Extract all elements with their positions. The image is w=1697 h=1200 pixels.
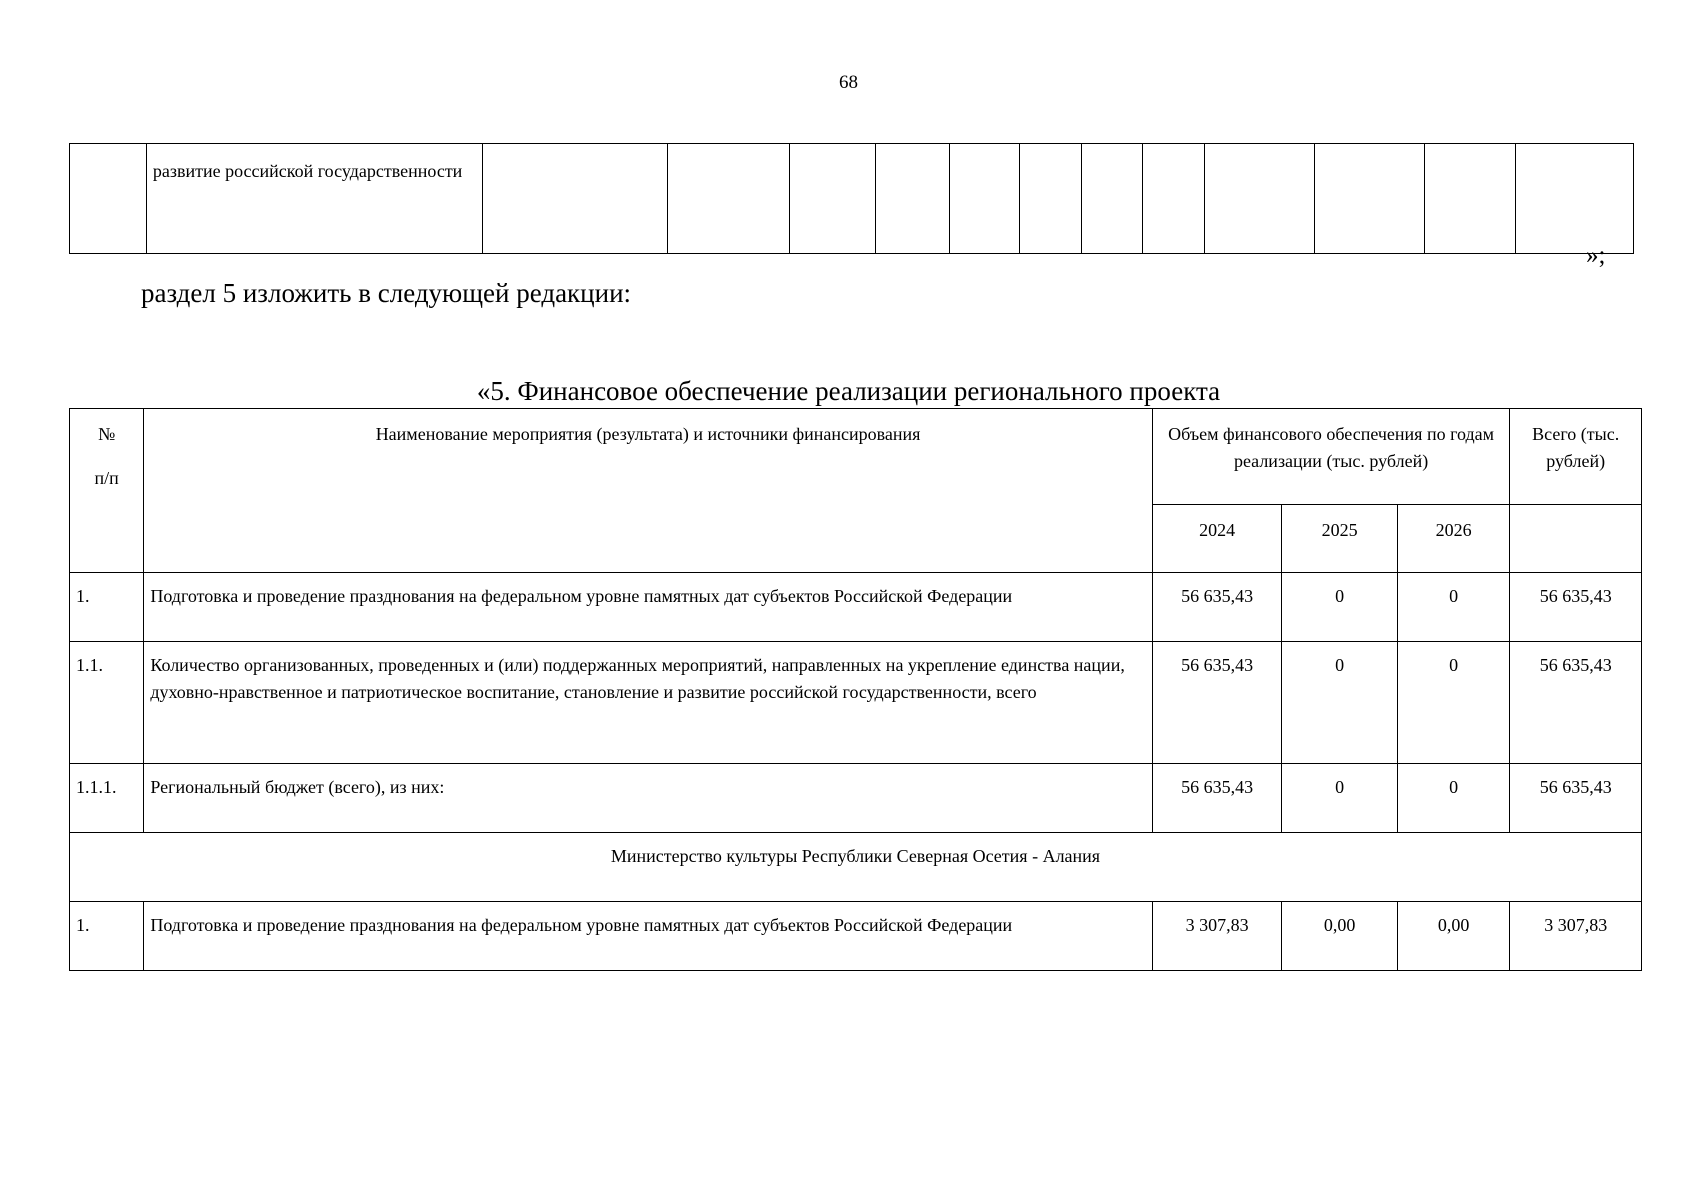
table-row (70, 764, 1642, 833)
row-name: Подготовка и проведение празднования на федеральном уровне памятных дат субъектов Российской Федерации (144, 573, 1152, 642)
row-2026: 0 (1397, 642, 1510, 764)
table-row (70, 573, 1642, 642)
table-cell (876, 144, 950, 254)
table-row (70, 642, 1642, 764)
row-total: 3 307,83 (1510, 902, 1642, 971)
header-num (70, 409, 144, 573)
table-cell (1020, 144, 1082, 254)
org-name: Министерство культуры Республики Северная Осетия - Алания (70, 833, 1642, 902)
row-name: Количество организованных, проведенных и (или) поддержанных мероприятий, направленных на укрепление единства нации, духовно-нравственное и патриотическое воспитание, становление и развитие российской государственности, всего (144, 642, 1152, 764)
row-2025: 0 (1282, 764, 1398, 833)
row-2024: 56 635,43 (1152, 573, 1282, 642)
row-2026: 0 (1397, 573, 1510, 642)
header-year-2024: 2024 (1152, 505, 1282, 573)
table-cell (1314, 144, 1424, 254)
table-row (70, 902, 1642, 971)
row-num: 1. (70, 573, 144, 642)
row-total: 56 635,43 (1510, 764, 1642, 833)
row-2024: 3 307,83 (1152, 902, 1282, 971)
table-cell (1082, 144, 1143, 254)
previous-table-row (70, 144, 1634, 254)
row-num: 1.1.1. (70, 764, 144, 833)
row-name: Подготовка и проведение празднования на федеральном уровне памятных дат субъектов Российской Федерации (144, 902, 1152, 971)
org-row (70, 833, 1642, 902)
header-num-symbol: № (98, 424, 116, 444)
intro-text: раздел 5 изложить в следующей редакции: (141, 278, 632, 308)
header-name: Наименование мероприятия (результата) и источники финансирования (144, 409, 1152, 573)
table-cell (1204, 144, 1314, 254)
page-number: 68 (839, 72, 858, 93)
row-2026: 0 (1397, 764, 1510, 833)
row-2025: 0 (1282, 642, 1398, 764)
row-2024: 56 635,43 (1152, 642, 1282, 764)
header-year-2025: 2025 (1282, 505, 1398, 573)
table-cell (1424, 144, 1516, 254)
table-cell (483, 144, 668, 254)
financing-table (69, 408, 1642, 971)
row-total: 56 635,43 (1510, 642, 1642, 764)
previous-table-fragment (69, 143, 1634, 254)
table-cell (1516, 144, 1634, 254)
header-total: Всего (тыс. рублей) (1510, 409, 1642, 505)
header-row (70, 409, 1642, 505)
closing-quote: »; (1586, 242, 1606, 269)
row-2026: 0,00 (1397, 902, 1510, 971)
header-total-empty (1510, 505, 1642, 573)
table-cell (789, 144, 875, 254)
row-num: 1. (70, 902, 144, 971)
table-cell (70, 144, 147, 254)
table-cell (949, 144, 1019, 254)
row-2025: 0 (1282, 573, 1398, 642)
table-cell: развитие российской государственности (146, 144, 482, 254)
row-name: Региональный бюджет (всего), из них: (144, 764, 1152, 833)
row-2024: 56 635,43 (1152, 764, 1282, 833)
row-total: 56 635,43 (1510, 573, 1642, 642)
table-cell (667, 144, 789, 254)
header-volume: Объем финансового обеспечения по годам реализации (тыс. рублей) (1152, 409, 1510, 505)
row-num: 1.1. (70, 642, 144, 764)
header-year-2026: 2026 (1397, 505, 1510, 573)
section-title: «5. Финансовое обеспечение реализации регионального проекта (476, 376, 1221, 406)
table-cell (1142, 144, 1204, 254)
row-2025: 0,00 (1282, 902, 1398, 971)
header-num-pp: п/п (94, 468, 119, 488)
